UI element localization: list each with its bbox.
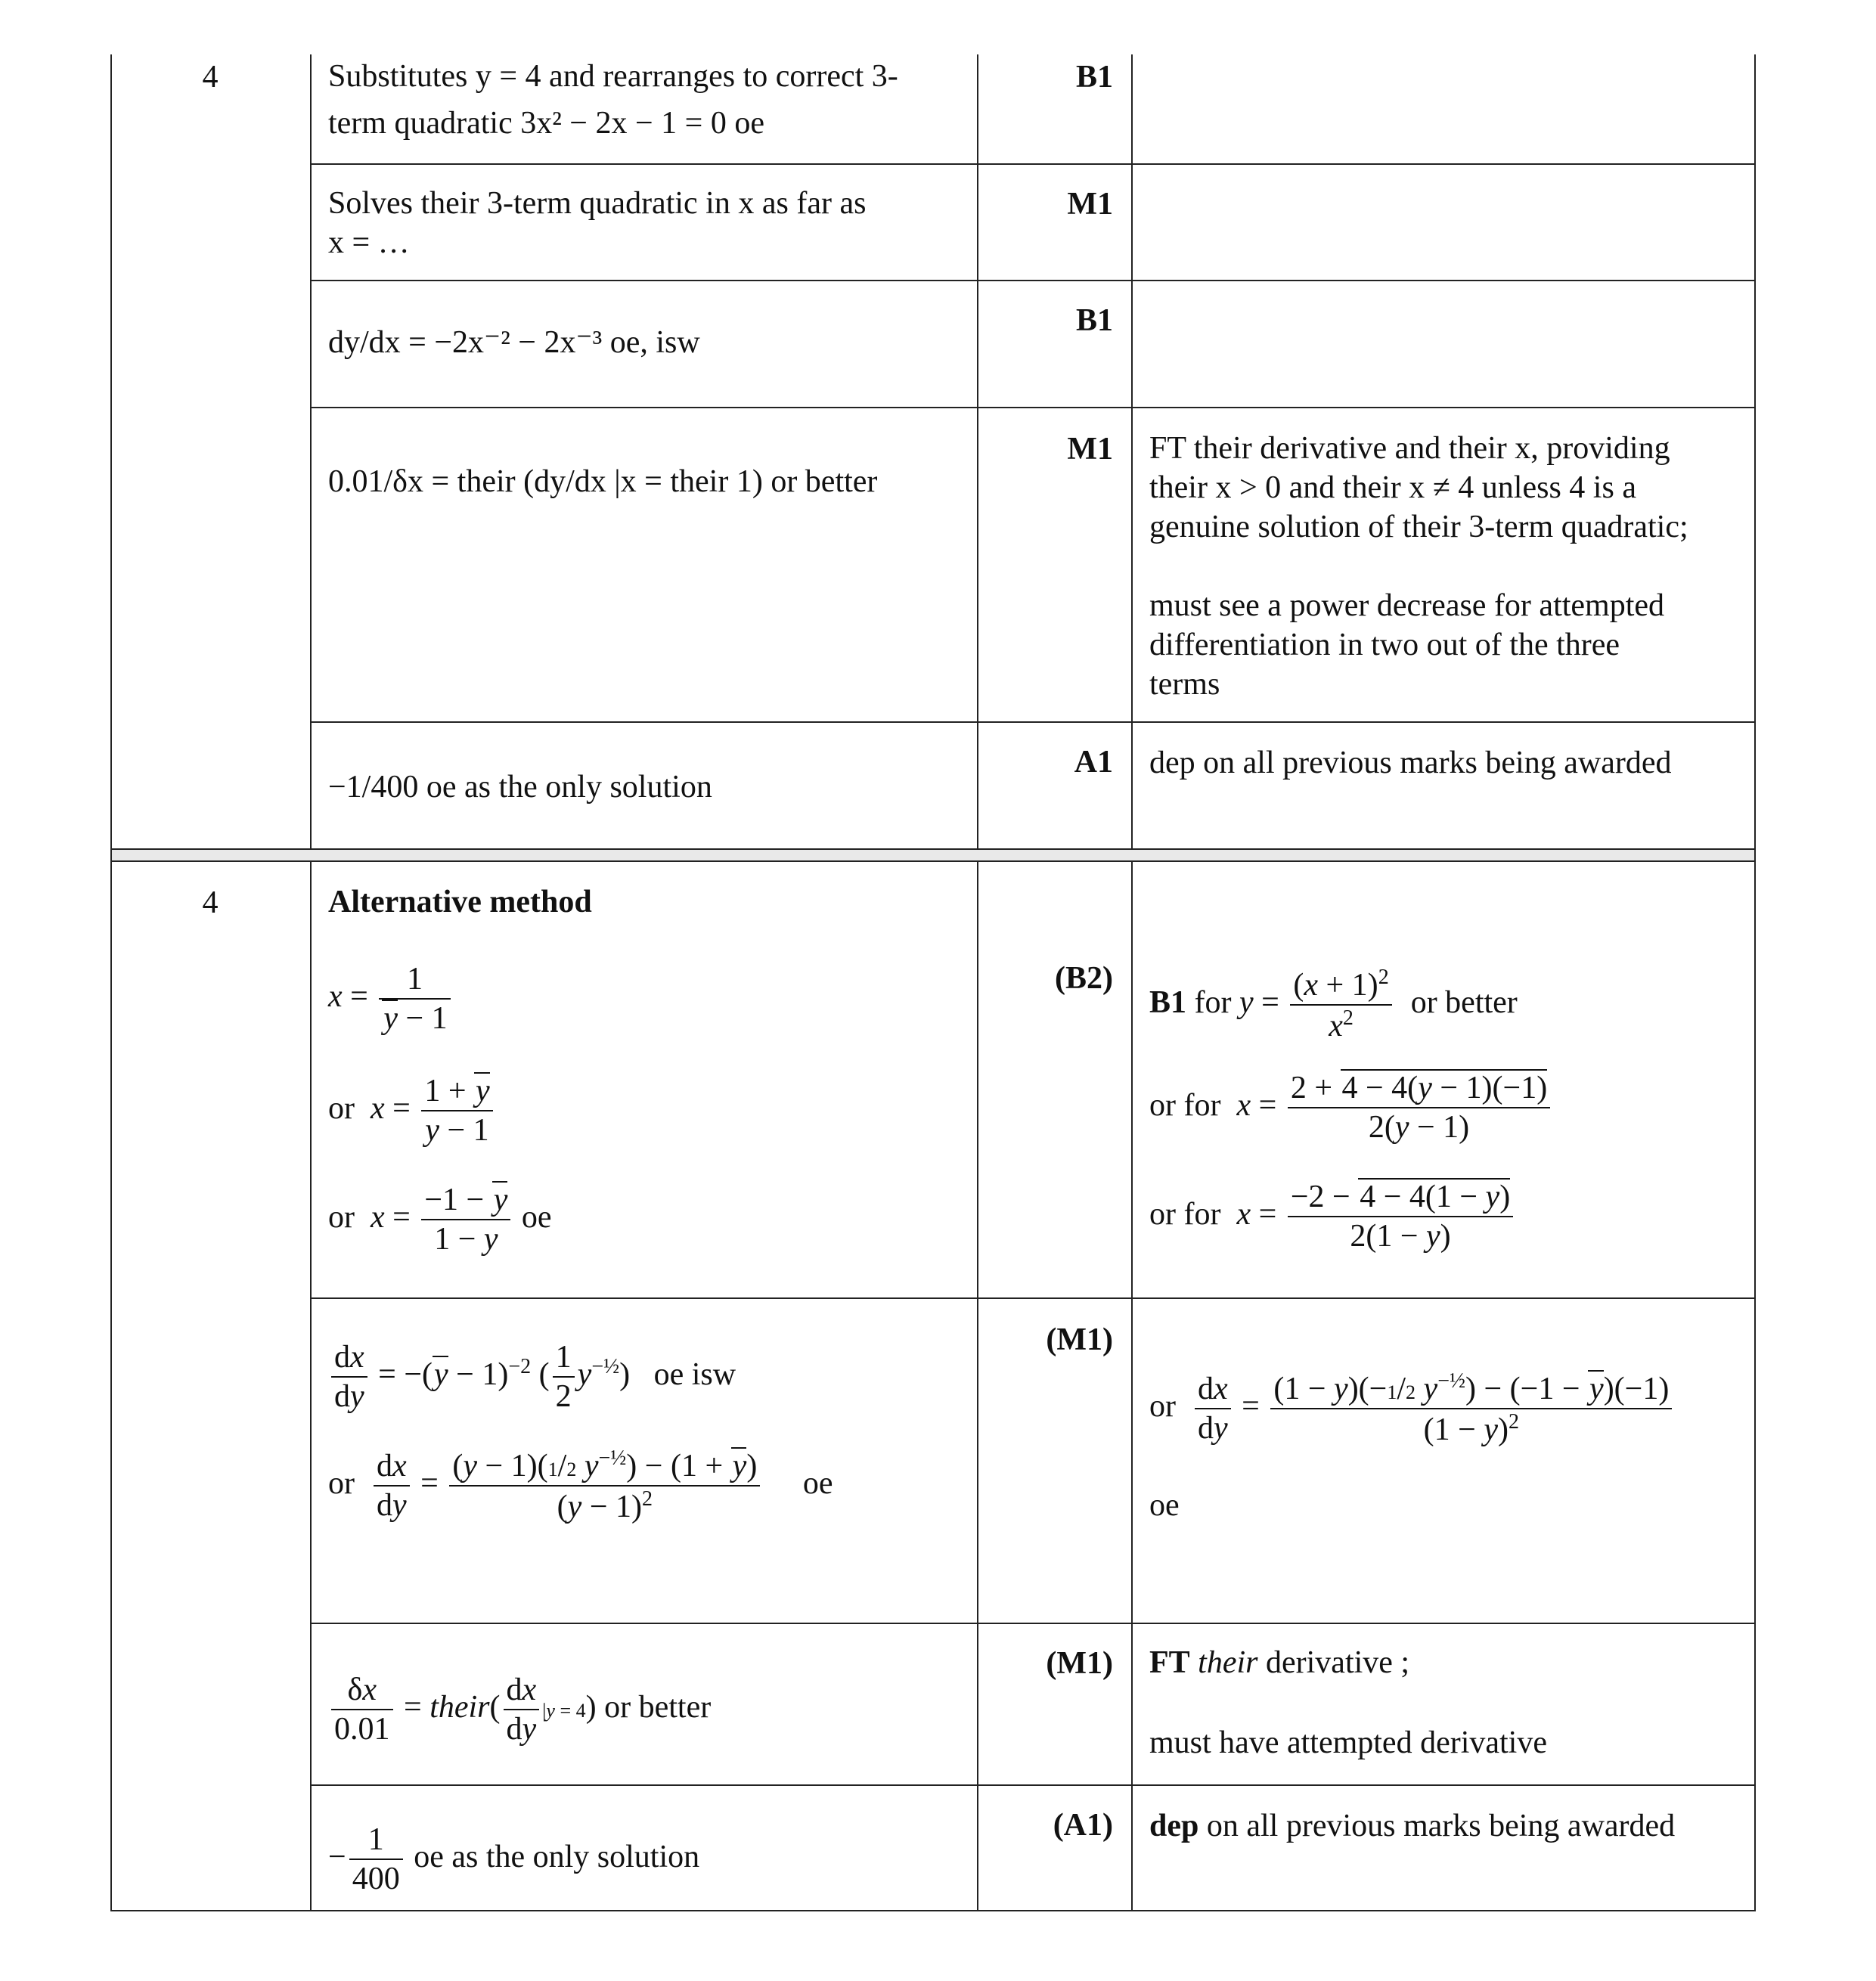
guidance-text: terms — [1149, 667, 1220, 702]
guidance-formula: B1 for y = $\frac{(x + 1)^2}{x^2}$ or better — [1149, 966, 1518, 1044]
guidance-text: must see a power decrease for attempted — [1149, 588, 1665, 623]
answer-formula: dy/dx = −2x⁻² − 2x⁻³ oe, isw — [328, 325, 700, 360]
answer-formula: x = $\frac{1}{y - 1}$ — [328, 960, 454, 1038]
row-divider — [310, 721, 1756, 723]
guidance-formula: or for x = $\frac{-2 - 4 - 4(1 - y)}{2(1 - y)}$ — [1149, 1178, 1516, 1256]
guidance-text: FT their derivative and their x, providing — [1149, 431, 1670, 466]
col-divider-1 — [310, 54, 312, 1910]
question-number: 4 — [202, 60, 219, 95]
col-divider-3 — [1131, 54, 1133, 1910]
answer-text: x = … — [328, 225, 410, 260]
section-gap — [112, 850, 1754, 860]
guidance-text: dep on all previous marks being awarded — [1149, 746, 1672, 780]
col-divider-2 — [977, 54, 978, 1910]
mark-code: (B2) — [1055, 961, 1113, 996]
answer-formula: $\frac{\delta x}{0.01}$ = their( $\frac{dx}{dy}$ |y = 4) or better — [328, 1671, 711, 1749]
guidance-text: must have attempted derivative — [1149, 1725, 1547, 1760]
guidance-text: dep on all previous marks being awarded — [1149, 1809, 1676, 1843]
row-divider — [310, 1297, 1756, 1299]
mark-code: M1 — [1067, 432, 1113, 467]
answer-formula: $\frac{dx}{dy}$ = $-(y - 1)^{-2}$ ( $\frac{1}{2}$ $y^{-\frac{1}{2}}$) oe isw — [328, 1338, 736, 1416]
guidance-text: oe — [1149, 1488, 1180, 1523]
answer-formula: or x = $\frac{-1 - y}{1 - y}$ oe — [328, 1183, 552, 1257]
answer-text: Solves their 3-term quadratic in x as far as — [328, 186, 867, 221]
mark-code: (A1) — [1053, 1808, 1113, 1843]
guidance-text: differentiation in two out of the three — [1149, 628, 1620, 662]
answer-formula: − $\frac{1}{400}$ oe as the only solution — [328, 1822, 700, 1897]
guidance-formula: or for x = $\frac{2 + 4 - 4(y - 1)(-1)}{2(y - 1)}$ — [1149, 1069, 1553, 1147]
question-number: 4 — [202, 885, 219, 920]
table-border-right — [1754, 54, 1756, 1910]
mark-code: M1 — [1067, 187, 1113, 222]
guidance-text: FT their derivative ; — [1149, 1645, 1410, 1680]
mark-code: B1 — [1075, 303, 1113, 338]
row-divider — [310, 163, 1756, 165]
table-border-left — [110, 54, 112, 1910]
table-border-bottom — [110, 1910, 1756, 1911]
mark-code: (M1) — [1046, 1646, 1113, 1681]
row-divider — [310, 280, 1756, 281]
mark-code: A1 — [1074, 745, 1113, 780]
answer-text: Substitutes y = 4 and rearranges to correct 3- — [328, 59, 898, 94]
row-divider — [310, 407, 1756, 408]
guidance-formula: or $\frac{dx}{dy}$ = $\frac{(1 - y)(-1/2 y^{-\frac{1}{2}}) - (-1 - y)(-1)}{(1 - y)^2}$ — [1149, 1369, 1675, 1449]
answer-formula: or $\frac{dx}{dy}$ = $\frac{(y - 1)(1/2 y^{-\frac{1}{2}}) - (1 + y)}{(y - 1)^2}$ oe — [328, 1446, 833, 1525]
answer-formula: or x = $\frac{1 + y}{y - 1}$ — [328, 1072, 496, 1150]
mark-code: (M1) — [1046, 1322, 1113, 1357]
section-divider — [110, 860, 1756, 862]
answer-formula: 0.01/δx = their (dy/dx |x = their 1) or better — [328, 464, 878, 499]
alternative-heading: Alternative method — [328, 885, 592, 919]
row-divider — [310, 1623, 1756, 1624]
guidance-text: genuine solution of their 3-term quadratic; — [1149, 510, 1688, 544]
mark-code: B1 — [1075, 60, 1113, 95]
row-divider — [310, 1784, 1756, 1786]
answer-formula: −1/400 oe as the only solution — [328, 770, 712, 804]
answer-text: term quadratic 3x² − 2x − 1 = 0 oe — [328, 106, 765, 141]
guidance-text: their x > 0 and their x ≠ 4 unless 4 is a — [1149, 470, 1636, 505]
